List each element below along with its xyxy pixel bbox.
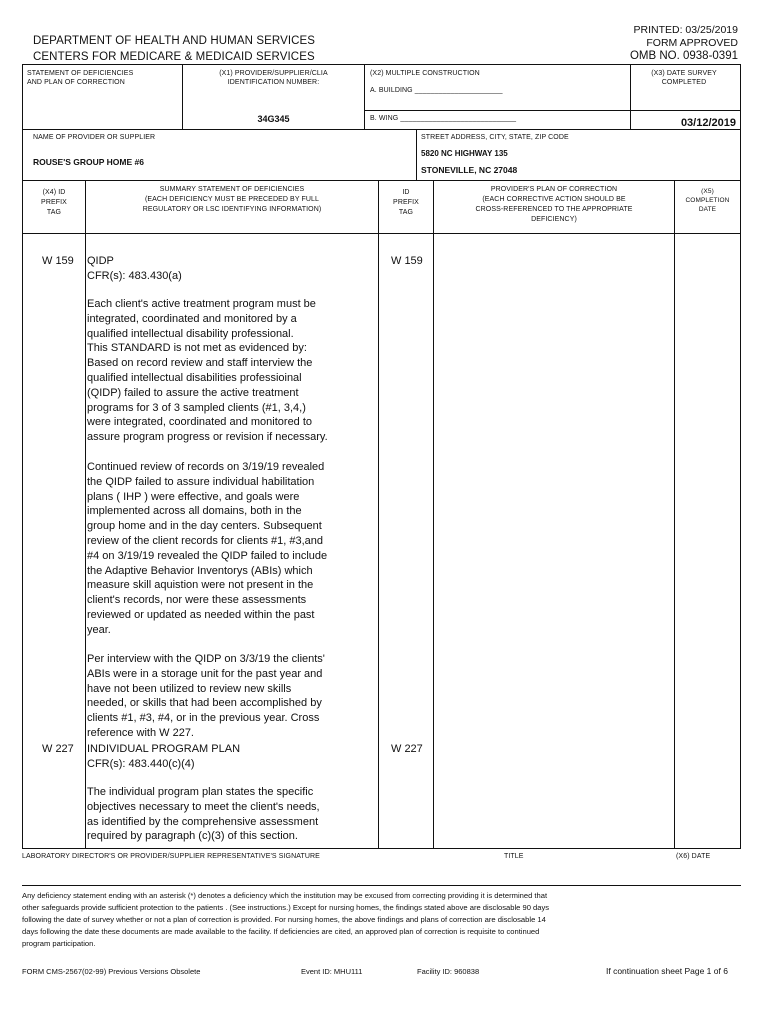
- city-state-zip: STONEVILLE, NC 27048: [421, 165, 518, 175]
- deficiency-title: QIDP CFR(s): 483.430(a): [87, 255, 182, 282]
- form-meta: [630, 24, 738, 63]
- plan-header: PROVIDER'S PLAN OF CORRECTION (EACH CORRECTIVE ACTION SHOULD BE CROSS-REFERENCED TO THE APPROPRIATE DEFICIENCY): [475, 186, 633, 223]
- x1-label: (X1) PROVIDER/SUPPLIER/CLIA IDENTIFICATION NUMBER:: [219, 70, 328, 86]
- provider-label: NAME OF PROVIDER OR SUPPLIER: [33, 134, 156, 141]
- clia-number: 34G345: [257, 114, 290, 124]
- columns-top-border: [22, 180, 741, 181]
- form-row-divider: [22, 129, 741, 130]
- x4-column-line: [85, 180, 86, 849]
- facility-id: Facility ID: 960838: [417, 967, 480, 976]
- x4-header: (X4) ID PREFIX TAG: [41, 189, 67, 216]
- omb-number: OMB NO. 0938-0391: [629, 50, 738, 62]
- form-top-border: [22, 64, 741, 65]
- building-label: A. BUILDING ______________________: [370, 87, 503, 94]
- form-approved: FORM APPROVED: [646, 37, 738, 49]
- deficiency-paragraph: The individual program plan states the specific objectives necessary to meet the client's needs, as identified by the comprehensive assessment required by paragraph (c)(3) of this section.: [87, 786, 320, 843]
- x5-header: (X5) COMPLETION DATE: [685, 188, 730, 213]
- printed-date: PRINTED: 03/25/2019: [633, 24, 738, 36]
- form-left-border: [22, 64, 23, 849]
- plan-column-line: [674, 180, 675, 849]
- signature-label: LABORATORY DIRECTOR'S OR PROVIDER/SUPPLIER REPRESENTATIVE'S SIGNATURE: [22, 853, 320, 860]
- columns-header-divider: [22, 233, 741, 234]
- date-label: (X6) DATE: [676, 853, 711, 860]
- x3-label: (X3) DATE SURVEY COMPLETED: [651, 70, 717, 86]
- summary-header: SUMMARY STATEMENT OF DEFICIENCIES (EACH DEFICIENCY MUST BE PRECEDED BY FULL REGULATORY OR LSC IDENTIFYING INFORMATION): [142, 186, 322, 213]
- x2-label: (X2) MULTIPLE CONSTRUCTION: [370, 70, 480, 77]
- x3-divider: [630, 64, 631, 130]
- form-bottom-border: [22, 848, 741, 849]
- department-name: DEPARTMENT OF HEALTH AND HUMAN SERVICES: [33, 35, 316, 47]
- page-indicator: If continuation sheet Page 1 of 6: [606, 966, 728, 976]
- provider-name: ROUSE'S GROUP HOME #6: [33, 157, 144, 167]
- deficiency-paragraph: Per interview with the QIDP on 3/3/19 the clients' ABIs were in a storage unit for the past year and have not been utilized to review new skills needed, or skills that had been accomplished by clients #1, #3, #4, or in the previous year. Cross reference with W 227.: [87, 653, 325, 739]
- form-number: FORM CMS-2567(02-99) Previous Versions Obsolete: [22, 967, 201, 976]
- street-address: 5820 NC HIGHWAY 135: [421, 149, 508, 158]
- x2-divider: [364, 64, 365, 130]
- deficiency-tag: W 159: [42, 255, 74, 267]
- form-right-border: [740, 64, 741, 849]
- department-header: [33, 33, 315, 65]
- signature-bottom-border: [22, 885, 741, 886]
- summary-column-line: [378, 180, 379, 849]
- deficiency-tag: W 227: [42, 743, 74, 755]
- id-header: ID PREFIX TAG: [393, 189, 419, 216]
- id-prefix-tag: W 159: [391, 255, 423, 267]
- id-column-line: [433, 180, 434, 849]
- wing-label: B. WING _____________________________: [370, 115, 517, 122]
- deficiency-paragraph: Each client's active treatment program must be integrated, coordinated and monitored by a qualified intellectual disability professional. This STANDARD is not met as evidenced by: Based on record review and staff interview the qualified intellectual disabilities professioinal (QIDP) failed to assure the active treatment programs for 3 of 3 sampled clients (#1, 3,4,) were integrated, coordinated and monitored to assure program progress or revision if necessary.: [87, 298, 328, 444]
- agency-name: CENTERS FOR MEDICARE & MEDICAID SERVICES: [33, 51, 315, 63]
- event-id: Event ID: MHU111: [301, 967, 363, 976]
- deficiency-paragraph: Continued review of records on 3/19/19 revealed the QIDP failed to assure individual habilitation plans ( IHP ) were effective, and goals were implemented across all domains, both in the group home and in the day centers. Subsequent review of the client records for clients #1, #3,and #4 on 3/19/19 revealed the QIDP failed to include the Adaptive Behavior Inventorys (ABIs) which measure skill aquistion were not present in the client's records, nor were these assessments reviewed or updated as needed within the past year.: [87, 461, 328, 636]
- title-label: TITLE: [504, 853, 524, 860]
- address-divider: [416, 129, 417, 181]
- deficiency-title: INDIVIDUAL PROGRAM PLAN CFR(s): 483.440(c)(4): [87, 743, 241, 770]
- statement-label: STATEMENT OF DEFICIENCIES AND PLAN OF CORRECTION: [27, 70, 134, 86]
- id-prefix-tag: W 227: [391, 743, 423, 755]
- survey-date: 03/12/2019: [680, 117, 736, 129]
- disclaimer-text: Any deficiency statement ending with an asterisk (*) denotes a deficiency which the institution may be excused from correcting providing it is determined that other safeguards provide sufficient protection to the patients . (See instructions.) Except for nursing homes, the findings stated above are disclosable 90 days following the date of survey whether or not a plan of correction is provided. For nursing homes, the above findings and plans of correction are disclosable 14 days following the date these documents are made available to the facility. If deficiencies are cited, an approved plan of correction is requisite to continued program participation.: [22, 891, 550, 948]
- address-label: STREET ADDRESS, CITY, STATE, ZIP CODE: [421, 134, 569, 141]
- wing-divider: [364, 110, 740, 111]
- x1-divider: [182, 64, 183, 130]
